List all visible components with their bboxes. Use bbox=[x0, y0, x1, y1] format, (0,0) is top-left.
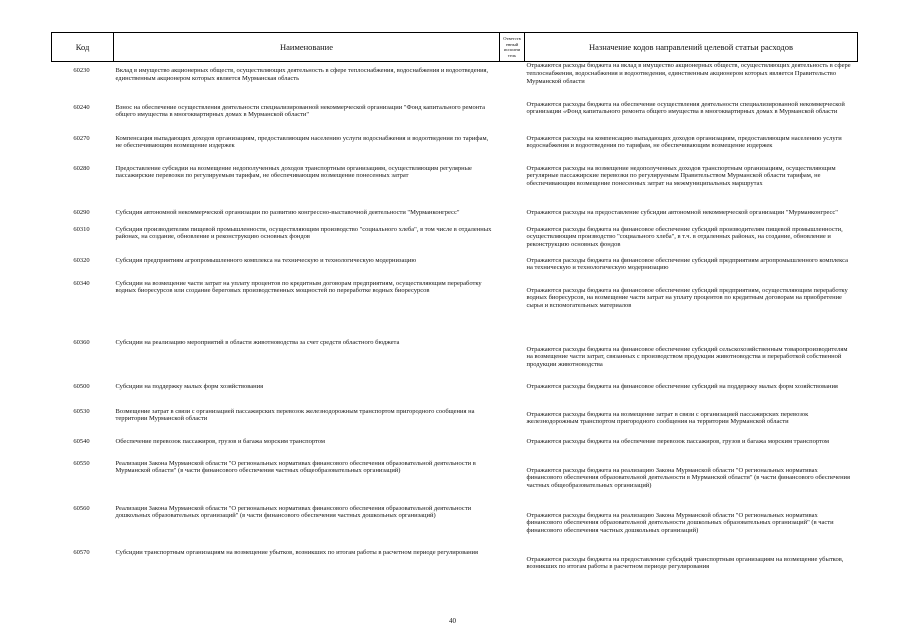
responsible-cell bbox=[500, 549, 525, 575]
name-cell: Компенсация выпадающих доходов организациям, предоставляющим населению услуги водоснабжения и водоотведения по тарифам, не обеспечивающим возмещение издержек bbox=[115, 134, 489, 150]
table-row bbox=[52, 62, 858, 101]
code-cell: 60230 bbox=[73, 67, 90, 74]
name-cell: Субсидии на поддержку малых форм хозяйствования bbox=[115, 382, 264, 390]
table-row bbox=[52, 383, 858, 408]
code-cell: 60240 bbox=[73, 103, 90, 111]
page-number: 40 bbox=[449, 617, 456, 625]
table-row bbox=[52, 135, 858, 165]
purpose-cell: Отражаются расходы бюджета на финансовое обеспечение субсидий на поддержку малых форм хозяйствования bbox=[526, 382, 838, 390]
target-expense-codes-table bbox=[51, 32, 858, 575]
code-cell: 60550 bbox=[73, 459, 90, 467]
purpose-cell: Отражаются расходы бюджета на финансовое обеспечение субсидий предприятиям, осуществляющим переработку водных биоресурсов, на возмещение части затрат на уплату процентов по кредитным договорам на приобретение сырья и вспомогательных материалов bbox=[526, 286, 848, 310]
name-cell: Взнос на обеспечение осуществления деятельности специализированной некоммерческой организации "Фонд капитального ремонта общего имущества в многоквартирных домах в Мурманской области" bbox=[115, 103, 486, 119]
code-cell: 60500 bbox=[73, 382, 90, 390]
responsible-cell bbox=[500, 280, 525, 339]
responsible-cell bbox=[500, 257, 525, 280]
name-cell: Субсидии на возмещение части затрат на уплату процентов по кредитным договорам предприятиям, осуществляющим переработку водных биоресурсов или создание береговых производственных мощностей по переработке водных биоресурсов bbox=[115, 279, 482, 295]
table-row bbox=[52, 438, 858, 460]
name-cell: Субсидия производителям пищевой промышленности, осуществляющим производство "социального хлеба", в том числе в отдаленных районах, на создание, обновление и реконструкцию основных фондов bbox=[115, 225, 492, 241]
code-cell: 60540 bbox=[73, 437, 90, 445]
name-cell: Вклад в имущество акционерных обществ, осуществляющих деятельность в сфере теплоснабжения, водоснабжения и водоотведения, единственным акционером которых является Мурманская область bbox=[115, 67, 489, 82]
table-row bbox=[52, 505, 858, 549]
responsible-cell bbox=[500, 226, 525, 257]
column-header-name: Наименование bbox=[114, 33, 500, 62]
responsible-cell bbox=[500, 209, 525, 226]
table-row bbox=[52, 339, 858, 383]
code-cell: 60270 bbox=[73, 134, 90, 142]
responsible-cell bbox=[500, 339, 525, 383]
column-header-code: Код bbox=[52, 33, 114, 62]
purpose-cell: Отражаются расходы бюджета на реализацию Закона Мурманской области "О региональных нормативах финансового обеспечения образовательной деятельности в Мурманской области" (в части финансового обеспечения частных общеобразовательных организаций) bbox=[526, 466, 851, 490]
responsible-cell bbox=[500, 408, 525, 438]
column-header-purpose: Назначение кодов направлений целевой статьи расходов bbox=[525, 33, 858, 62]
code-cell: 60530 bbox=[73, 407, 90, 415]
purpose-cell: Отражаются расходы на возмещение недополученных доходов транспортным организациям, осуществляющим регулярные пассажирские перевозки по регулируемым Правительством Мурманской области тарифам, не обеспечивающим возмещение понесенных затрат на межмуниципальных маршрутах bbox=[526, 164, 836, 188]
code-cell: 60560 bbox=[73, 504, 90, 512]
purpose-cell: Отражаются расходы бюджета на возмещение затрат в связи с организацией пассажирских перевозок железнодорожным транспортом пригородного сообщения на территории Мурманской области bbox=[526, 410, 809, 426]
table-row bbox=[52, 280, 858, 339]
column-header-responsible: Ответств енный исполни тель bbox=[500, 33, 525, 62]
responsible-cell bbox=[500, 505, 525, 549]
table-row bbox=[52, 460, 858, 505]
name-cell: Обеспечение перевозок пассажиров, грузов и багажа морским транспортом bbox=[115, 437, 325, 445]
purpose-cell: Отражаются расходы на предоставление субсидии автономной некоммерческой организации "Мурманконгресс" bbox=[526, 208, 838, 216]
table-row bbox=[52, 549, 858, 575]
table-row bbox=[52, 101, 858, 135]
responsible-cell bbox=[500, 165, 525, 209]
table-row bbox=[52, 257, 858, 280]
purpose-cell: Отражаются расходы бюджета на финансовое обеспечение субсидий производителям пищевой промышленности, осуществляющим производство "социального хлеба", в т.ч. в отдаленных районах, на создание, обновление и реконструкцию основных фондов bbox=[526, 225, 843, 249]
table-row bbox=[52, 408, 858, 438]
code-cell: 60290 bbox=[73, 208, 90, 216]
code-cell: 60280 bbox=[73, 164, 90, 172]
code-cell: 60340 bbox=[73, 279, 90, 287]
name-cell: Возмещение затрат в связи с организацией пассажирских перевозок железнодорожным транспортом пригородного сообщения на территории Мурманской области bbox=[115, 407, 475, 423]
purpose-cell: Отражаются расходы бюджета на вклад в имущество акционерных обществ, осуществляющих деятельность в сфере теплоснабжения, водоснабжения и водоотведения, единственным акционером которых является Правительство Мурманской области bbox=[526, 62, 851, 85]
code-cell: 60310 bbox=[73, 225, 90, 233]
purpose-cell: Отражаются расходы бюджета на реализацию Закона Мурманской области "О региональных нормативах финансового обеспечения образовательной деятельности дошкольных образовательных организаций" (в части финансового обеспечения частных дошкольных организаций) bbox=[526, 511, 834, 535]
responsible-cell bbox=[500, 438, 525, 460]
purpose-cell: Отражаются расходы бюджета на обеспечение перевозок пассажиров, грузов и багажа морским транспортом bbox=[526, 437, 829, 445]
purpose-cell: Отражаются расходы бюджета на финансовое обеспечение субсидий предприятиям агропромышленного комплекса на техническую и технологическую модернизацию bbox=[526, 256, 848, 272]
name-cell: Субсидия автономной некоммерческой организации по развитию конгрессно-выставочной деятельности "Мурманконгресс" bbox=[115, 208, 460, 216]
name-cell: Субсидии на реализацию мероприятий в области животноводства за счет средств областного бюджета bbox=[115, 338, 400, 346]
code-cell: 60570 bbox=[73, 548, 90, 556]
purpose-cell: Отражаются расходы бюджета на обеспечение осуществления деятельности специализированной некоммерческой организации «Фонд капитального ремонта общего имущества в многоквартирных домах в Мурманской области bbox=[526, 100, 845, 116]
responsible-cell bbox=[500, 460, 525, 505]
name-cell: Реализация Закона Мурманской области "О региональных нормативах финансового обеспечения образовательной деятельности дошкольных образовательных организаций" (в части финансового обеспечения частных дошкольных организаций) bbox=[115, 504, 472, 520]
table-row bbox=[52, 226, 858, 257]
name-cell: Предоставление субсидии на возмещение недополученных доходов транспортным организациям, осуществляющим регулярные пассажирские перевозки по регулируемым тарифам, не обеспечивающим возмещение понесенных затрат bbox=[115, 164, 472, 180]
name-cell: Субсидии транспортным организациям на возмещение убытков, возникших по итогам работы в расчетном периоде регулирования bbox=[115, 548, 479, 556]
responsible-cell bbox=[500, 135, 525, 165]
responsible-cell bbox=[500, 62, 525, 101]
table-body bbox=[52, 62, 858, 575]
name-cell: Реализация Закона Мурманской области "О региональных нормативах финансового обеспечения образовательной деятельности в Мурманской области" (в части финансового обеспечения частных общеобразовательных организаций) bbox=[115, 459, 476, 475]
table-row bbox=[52, 165, 858, 209]
purpose-cell: Отражаются расходы бюджета на финансовое обеспечение субсидий сельскохозяйственным товаропроизводителям на возмещение части затрат, связанных с производством продукции животноводства и переработкой собственной продукции животноводства bbox=[526, 345, 848, 369]
code-cell: 60360 bbox=[73, 338, 90, 346]
responsible-cell bbox=[500, 101, 525, 135]
name-cell: Субсидия предприятиям агропромышленного комплекса на техническую и технологическую модернизацию bbox=[115, 256, 417, 264]
code-cell: 60320 bbox=[73, 256, 90, 264]
responsible-cell bbox=[500, 383, 525, 408]
table-row bbox=[52, 209, 858, 226]
purpose-cell: Отражаются расходы бюджета на предоставление субсидий транспортным организациям на возмещение убытков, возникших по итогам работы в расчетном периоде регулирования bbox=[526, 555, 844, 571]
table-header-row bbox=[52, 33, 858, 62]
purpose-cell: Отражаются расходы на компенсацию выпадающих доходов организациям, предоставляющим населению услуги водоснабжения и водоотведения по тарифам, не обеспечивающим возмещение издержек bbox=[526, 134, 842, 150]
